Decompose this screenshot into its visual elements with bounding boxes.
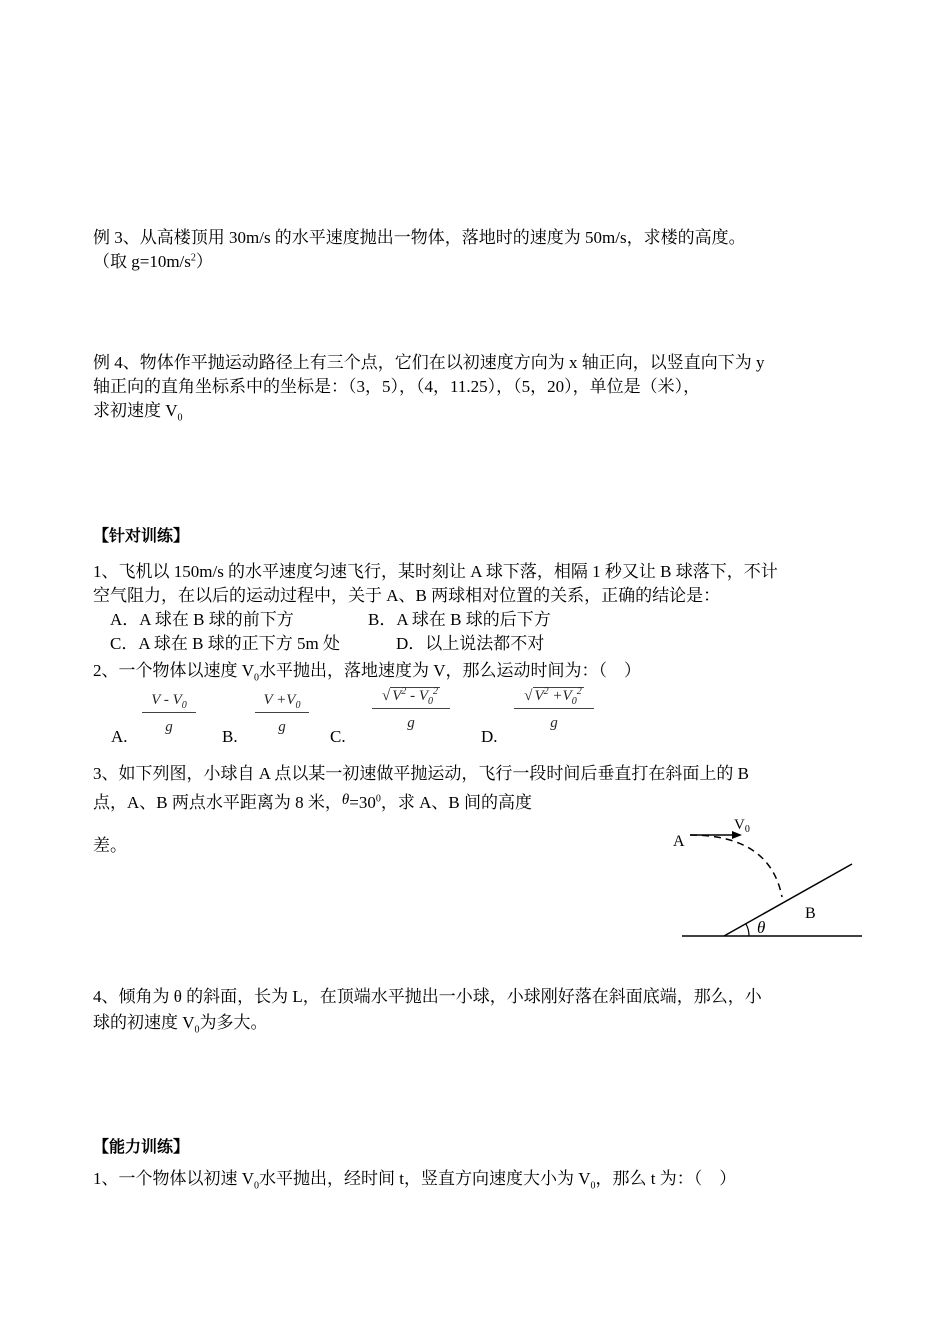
example-4-line-1: 例 4、物体作平抛运动路径上有三个点，它们在以初速度方向为 x 轴正向，以竖直向下为 y	[93, 353, 765, 372]
q2-formula-c: $\frac{√ V^2 - V_0^2}{g}$	[372, 688, 450, 732]
figure-label-a: A	[673, 833, 685, 850]
q3-line-1: 3、如下列图，小球自 A 点以某一初速做平抛运动，飞行一段时间后垂直打在斜面上的 B	[93, 764, 749, 783]
ability-q1-stem: 1、一个物体以初速 $V_0$水平抛出，经时间 t，竖直方向速度大小为 $V_0$，那么 t 为：（ ）	[93, 1169, 737, 1192]
q3-line-2: 点，A、B 两点水平距离为 8 米，$\theta=30^0$，求 A、B 间的高度	[93, 792, 532, 812]
q3-line-3: 差。	[93, 836, 127, 855]
trajectory-dashed-curve	[690, 835, 782, 897]
q2-option-a-label: A.	[111, 727, 128, 746]
incline-projectile-figure	[660, 805, 880, 950]
q2-stem: 2、一个物体以速度 $V_0$水平抛出，落地速度为 V，那么运动时间为：（ ）	[93, 661, 642, 684]
example-4-line-2: 轴正向的直角坐标系中的坐标是：（3，5），（4，11.25），（5，20），单位是（米），	[93, 377, 701, 396]
section-title-targeted-training: 【针对训练】	[93, 526, 190, 545]
example-3-line-1: 例 3、从高楼顶用 30m/s 的水平速度抛出一物体，落地时的速度为 50m/s，求楼的高度。	[93, 228, 746, 247]
section-title-ability-training: 【能力训练】	[93, 1137, 190, 1156]
q4-line-2: 球的初速度 $V_0$为多大。	[93, 1013, 268, 1036]
q1-option-b: B．A 球在 B 球的后下方	[368, 610, 551, 629]
angle-arc	[746, 924, 749, 936]
q2-option-d-label: D.	[481, 727, 498, 746]
example-4-line-3: 求初速度 $V_0$	[93, 401, 183, 424]
q1-line-1: 1、飞机以 150m/s 的水平速度匀速飞行，某时刻让 A 球下落，相隔 1 秒又让 B 球落下，不计	[93, 562, 778, 581]
q1-option-c: C．A 球在 B 球的正下方 5m 处	[110, 634, 340, 653]
q4-line-1: 4、倾角为 θ 的斜面，长为 L，在顶端水平抛出一小球，小球刚好落在斜面底端，那么，小	[93, 987, 762, 1006]
figure-label-v0: $V_0$	[734, 817, 750, 835]
q1-option-a: A．A 球在 B 球的前下方	[110, 610, 294, 629]
q1-line-2: 空气阻力，在以后的运动过程中，关于 A、B 两球相对位置的关系，正确的结论是：	[93, 586, 721, 605]
figure-label-theta: θ	[757, 918, 766, 937]
example-3-line-2: （取 $g=10m/s^2$）	[93, 252, 213, 271]
figure-label-b: B	[805, 905, 816, 922]
q2-option-c-label: C.	[330, 727, 346, 746]
q2-formula-b: $\frac{V +V_0}{g}$	[255, 692, 309, 736]
q1-option-d: D．以上说法都不对	[396, 634, 545, 653]
incline-line	[724, 864, 852, 936]
q2-formula-d: $\frac{√ V^2 +V_0^2}{g}$	[514, 688, 594, 732]
q2-option-b-label: B.	[222, 727, 238, 746]
q2-formula-a: $\frac{V - V_0}{g}$	[142, 692, 196, 736]
